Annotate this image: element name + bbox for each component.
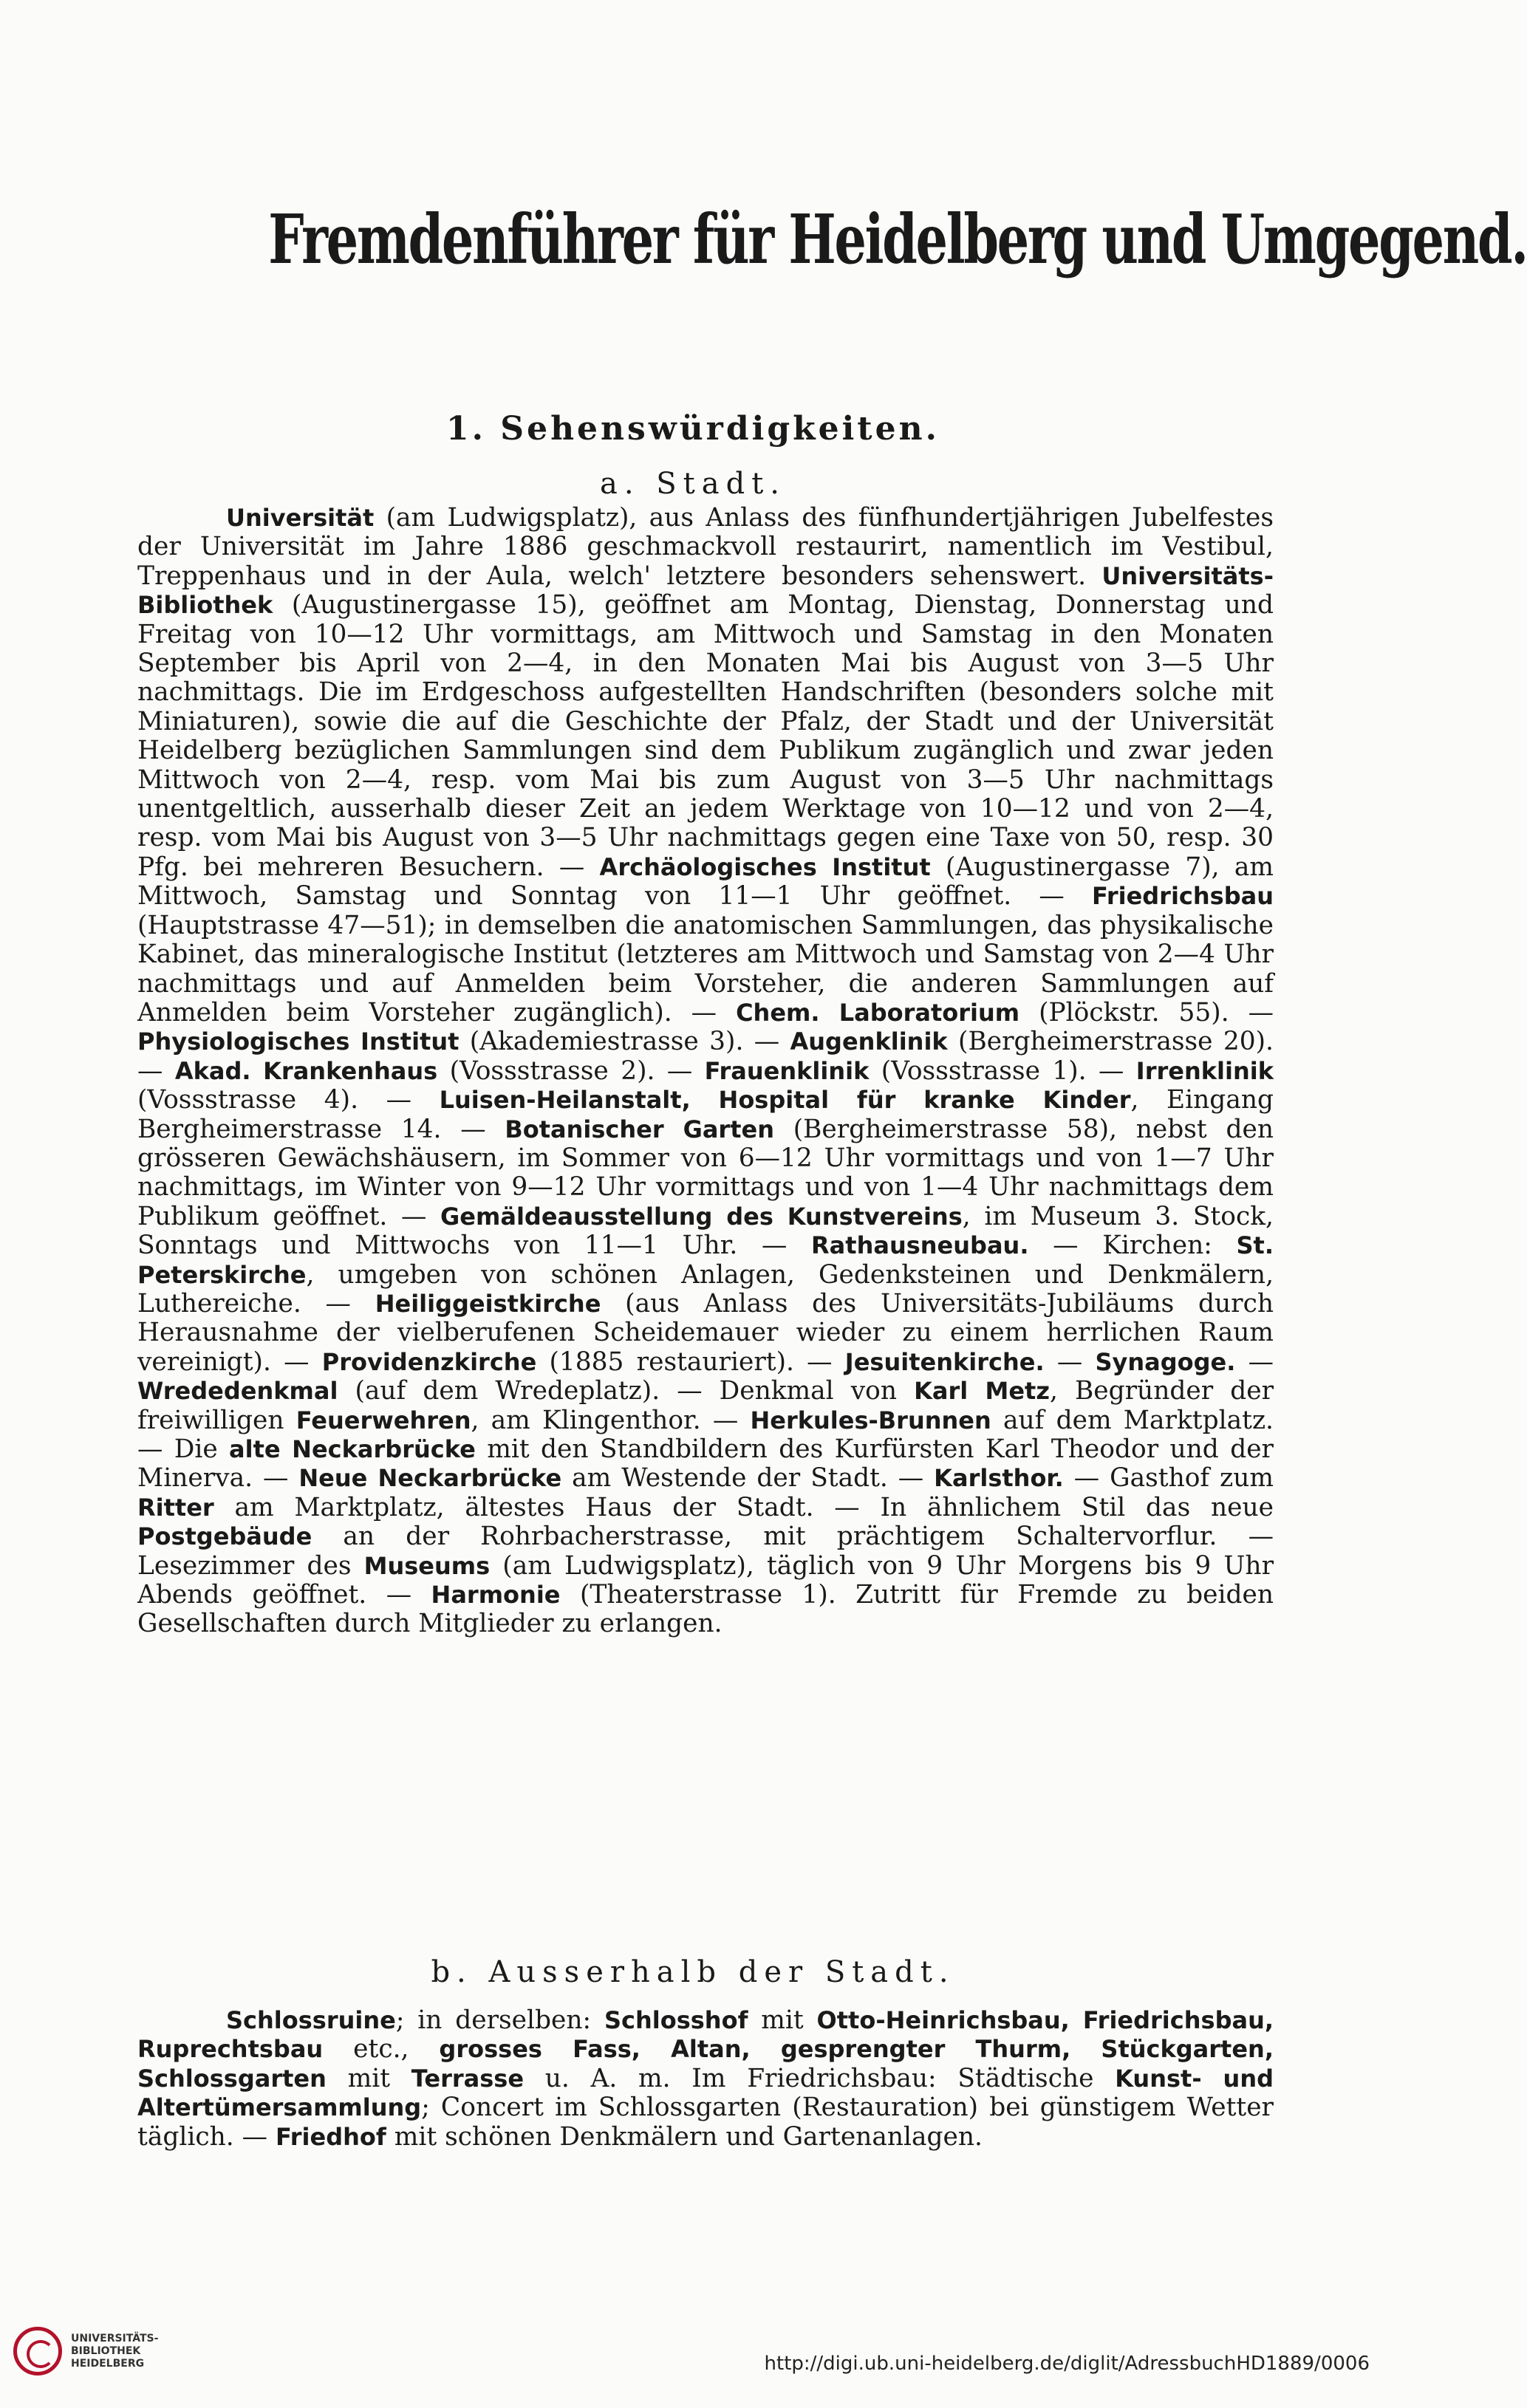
body-text-run: — bbox=[1044, 1347, 1096, 1377]
keyword-term: Universitäts-Bibliothek bbox=[137, 561, 1274, 620]
body-text-run: (Plöckstr. 55). — bbox=[1019, 997, 1274, 1027]
keyword-term: alte Neckarbrücke bbox=[229, 1435, 476, 1463]
keyword-term: Botanischer Garten bbox=[505, 1115, 774, 1143]
body-text-run: (Augustinergasse 7), am Mittwoch, Samstag und Sonntag von 11—1 Uhr geöffnet. — bbox=[137, 852, 1274, 911]
body-text-run: , Begründer der freiwilligen bbox=[137, 1376, 1274, 1435]
keyword-term: Heiliggeistkirche bbox=[375, 1289, 601, 1318]
body-text-run: etc., bbox=[323, 2034, 440, 2065]
library-seal-icon bbox=[13, 2327, 62, 2375]
keyword-term: Jesuitenkirche. bbox=[844, 1347, 1045, 1376]
body-text-run: u. A. m. Im Friedrichsbau: Städtische bbox=[524, 2063, 1116, 2093]
keyword-term: Wrededenkmal bbox=[137, 1377, 338, 1406]
keyword-term: Irrenklinik bbox=[1135, 1056, 1274, 1085]
subsection-heading-stadt: a. Stadt. bbox=[600, 467, 786, 501]
body-text-run: am Marktplatz, ältestes Haus der Stadt. — In ähnlichem Stil das neue bbox=[213, 1492, 1274, 1522]
keyword-term: Schlosshof bbox=[604, 2006, 748, 2034]
keyword-term: Friedrichsbau bbox=[1092, 882, 1274, 911]
keyword-term: Universität bbox=[226, 504, 375, 532]
body-text-run: — Kirchen: bbox=[1028, 1231, 1237, 1261]
body-text-run: mit schönen Denkmälern und Gartenanlagen. bbox=[386, 2121, 983, 2152]
body-text-run: (am Ludwigsplatz), täglich von 9 Uhr Morgens bis 9 Uhr Abends geöffnet. — bbox=[137, 1550, 1274, 1610]
keyword-term: Chem. Laboratorium bbox=[736, 998, 1020, 1027]
body-text-run: (Bergheimerstrasse 58), nebst den grösseren Gewächshäusern, im Sommer von 6—12 Uhr vormittags und von 1—7 Uhr nachmittags, im Winter von 9—12 Uhr vormittags und von 1—4 Uhr nachmittags dem Publikum geöffnet. — bbox=[137, 1114, 1274, 1231]
keyword-term: Rathausneubau. bbox=[811, 1231, 1029, 1260]
keyword-term: Herkules-Brunnen bbox=[750, 1406, 991, 1434]
keyword-term: Ritter bbox=[137, 1493, 214, 1522]
source-url[interactable]: http://digi.ub.uni-heidelberg.de/diglit/AdressbuchHD1889/0006 bbox=[764, 2353, 1370, 2375]
subsection-heading-ausserhalb: b. Ausserhalb der Stadt. bbox=[431, 1955, 955, 1989]
keyword-term: Frauenklinik bbox=[704, 1056, 870, 1085]
keyword-term: Museums bbox=[363, 1551, 491, 1580]
body-text-run: (1885 restauriert). — bbox=[536, 1347, 845, 1377]
body-text-run: mit bbox=[326, 2063, 411, 2093]
keyword-term: Archäologisches Institut bbox=[599, 852, 931, 881]
body-text-run: mit bbox=[748, 2005, 817, 2035]
body-text-run: (Vossstrasse 4). — bbox=[137, 1085, 440, 1115]
body-text-run: (Augustinergasse 15), geöffnet am Montag, Dienstag, Donnerstag und Freitag von 10—12 Uhr vormittags, am Mittwoch und Samstag in den Monaten September bis April von 2—4, in den Monaten Mai bis August von 3—5 Uhr nachmittags. Die im Erdgeschoss aufgestellten Handschriften (besonders solche mit Miniaturen), sowie die auf die Geschichte der Pfalz, der Stadt und der Universität Heidelberg bezüglichen Sammlungen sind dem Publikum zugänglich und zwar jeden Mittwoch von 2—4, resp. vom Mai bis zum August von 3—5 Uhr nachmittags unentgeltlich, ausserhalb dieser Zeit an jedem Werktage von 10—12 und von 2—4, resp. vom Mai bis August von 3—5 Uhr nachmittags gegen eine Taxe von 50, resp. 30 Pfg. bei mehreren Besuchern. — bbox=[137, 590, 1274, 882]
body-text-run: , umgeben von schönen Anlagen, Gedenksteinen und Denkmälern, Luthereiche. — bbox=[137, 1259, 1274, 1318]
keyword-term: Feuerwehren bbox=[296, 1406, 471, 1434]
keyword-term: Synagoge. bbox=[1095, 1347, 1236, 1376]
body-text-run: an der Rohrbacherstrasse, mit prächtigem Schaltervorflur. — Lesezimmer des bbox=[137, 1522, 1274, 1581]
keyword-term: Karl Metz bbox=[914, 1377, 1050, 1406]
keyword-term: Otto-Heinrichsbau, Friedrichsbau, Ruprechtsbau bbox=[137, 2006, 1274, 2064]
body-text-run: — bbox=[1235, 1347, 1274, 1377]
body-text-run: ; in derselben: bbox=[395, 2005, 604, 2035]
section-heading: 1. Sehenswürdigkeiten. bbox=[446, 410, 940, 448]
keyword-term: Harmonie bbox=[431, 1581, 561, 1610]
body-text-run: , am Klingenthor. — bbox=[471, 1405, 751, 1435]
keyword-term: Augenklinik bbox=[790, 1027, 948, 1056]
body-text-run: auf dem Marktplatz. — Die bbox=[137, 1405, 1274, 1464]
logo-line: HEIDELBERG bbox=[71, 2357, 145, 2370]
keyword-term: Terrasse bbox=[411, 2064, 525, 2093]
keyword-term: Akad. Krankenhaus bbox=[174, 1056, 438, 1085]
keyword-term: Kunst- und Altertümersammlung bbox=[137, 2064, 1274, 2122]
library-logo[interactable] bbox=[13, 2327, 158, 2375]
body-text-run: , Eingang Bergheimerstrasse 14. — bbox=[137, 1085, 1274, 1144]
keyword-term: St. Peterskirche bbox=[137, 1231, 1274, 1289]
body-text-run: am Westende der Stadt. — bbox=[561, 1463, 935, 1494]
keyword-term: Karlsthor. bbox=[934, 1464, 1064, 1493]
keyword-term: Providenzkirche bbox=[321, 1347, 537, 1376]
body-text-run: (Bergheimerstrasse 20). — bbox=[137, 1027, 1274, 1086]
keyword-term: Schlossruine bbox=[226, 2006, 396, 2034]
paragraph-ausserhalb bbox=[137, 2006, 1274, 2152]
body-text-run: (Akademiestrasse 3). — bbox=[459, 1027, 790, 1057]
keyword-term: Luisen-Heilanstalt, Hospital für kranke Kinder bbox=[439, 1086, 1131, 1115]
keyword-term: Friedhof bbox=[275, 2122, 386, 2151]
keyword-term: grosses Fass, Altan, gesprengter Thurm, Stückgarten, Schlossgarten bbox=[137, 2035, 1274, 2093]
body-text-run: (aus Anlass des Universitäts-Jubiläums durch Herausnahme der vielberufenen Scheidemauer wieder zu einem herrlichen Raum vereinigt). — bbox=[137, 1288, 1274, 1377]
body-text-run: (auf dem Wredeplatz). — Denkmal von bbox=[338, 1376, 915, 1406]
library-logo-text bbox=[71, 2333, 158, 2370]
paragraph-stadt bbox=[137, 504, 1274, 1639]
logo-line: UNIVERSITÄTS- bbox=[71, 2332, 159, 2344]
body-text-run: (Hauptstrasse 47—51); in demselben die anatomischen Sammlungen, das physikalische Kabinet, das mineralogische Institut (letzteres am Mittwoch und Samstag von 2—4 Uhr nachmittags und auf Anmelden beim Vorsteher, die anderen Sammlungen auf Anmelden beim Vorsteher zugänglich). — bbox=[137, 910, 1274, 1027]
keyword-term: Postgebäude bbox=[137, 1522, 312, 1551]
page-title: Fremdenführer für Heidelberg und Umgegend. bbox=[268, 199, 1527, 279]
body-text-run: — Gasthof zum bbox=[1063, 1463, 1274, 1494]
body-text-run: (Vossstrasse 2). — bbox=[437, 1056, 705, 1086]
keyword-term: Gemäldeausstellung des Kunstvereins bbox=[440, 1202, 963, 1231]
body-text-run: (Theaterstrasse 1). Zutritt für Fremde zu beiden Gesellschaften durch Mitglieder zu erlangen. bbox=[137, 1580, 1274, 1639]
body-text-run: ; Concert im Schlossgarten (Restauration) bei günstigem Wetter täglich. — bbox=[137, 2093, 1274, 2152]
body-text-run: (Vossstrasse 1). — bbox=[869, 1056, 1136, 1086]
body-text-run: , im Museum 3. Stock, Sonntags und Mittwochs von 11—1 Uhr. — bbox=[137, 1201, 1274, 1261]
logo-line: BIBLIOTHEK bbox=[71, 2344, 141, 2357]
keyword-term: Physiologisches Institut bbox=[137, 1027, 460, 1056]
body-text-run: (am Ludwigsplatz), aus Anlass des fünfhundertjährigen Jubelfestes der Universität im Jahre 1886 geschmackvoll restaurirt, namentlich im Vestibul, Treppenhaus und in der Aula, welch' letztere besonders sehenswert. bbox=[137, 503, 1274, 591]
keyword-term: Neue Neckarbrücke bbox=[298, 1464, 562, 1493]
body-text-run: mit den Standbildern des Kurfürsten Karl Theodor und der Minerva. — bbox=[137, 1434, 1274, 1494]
